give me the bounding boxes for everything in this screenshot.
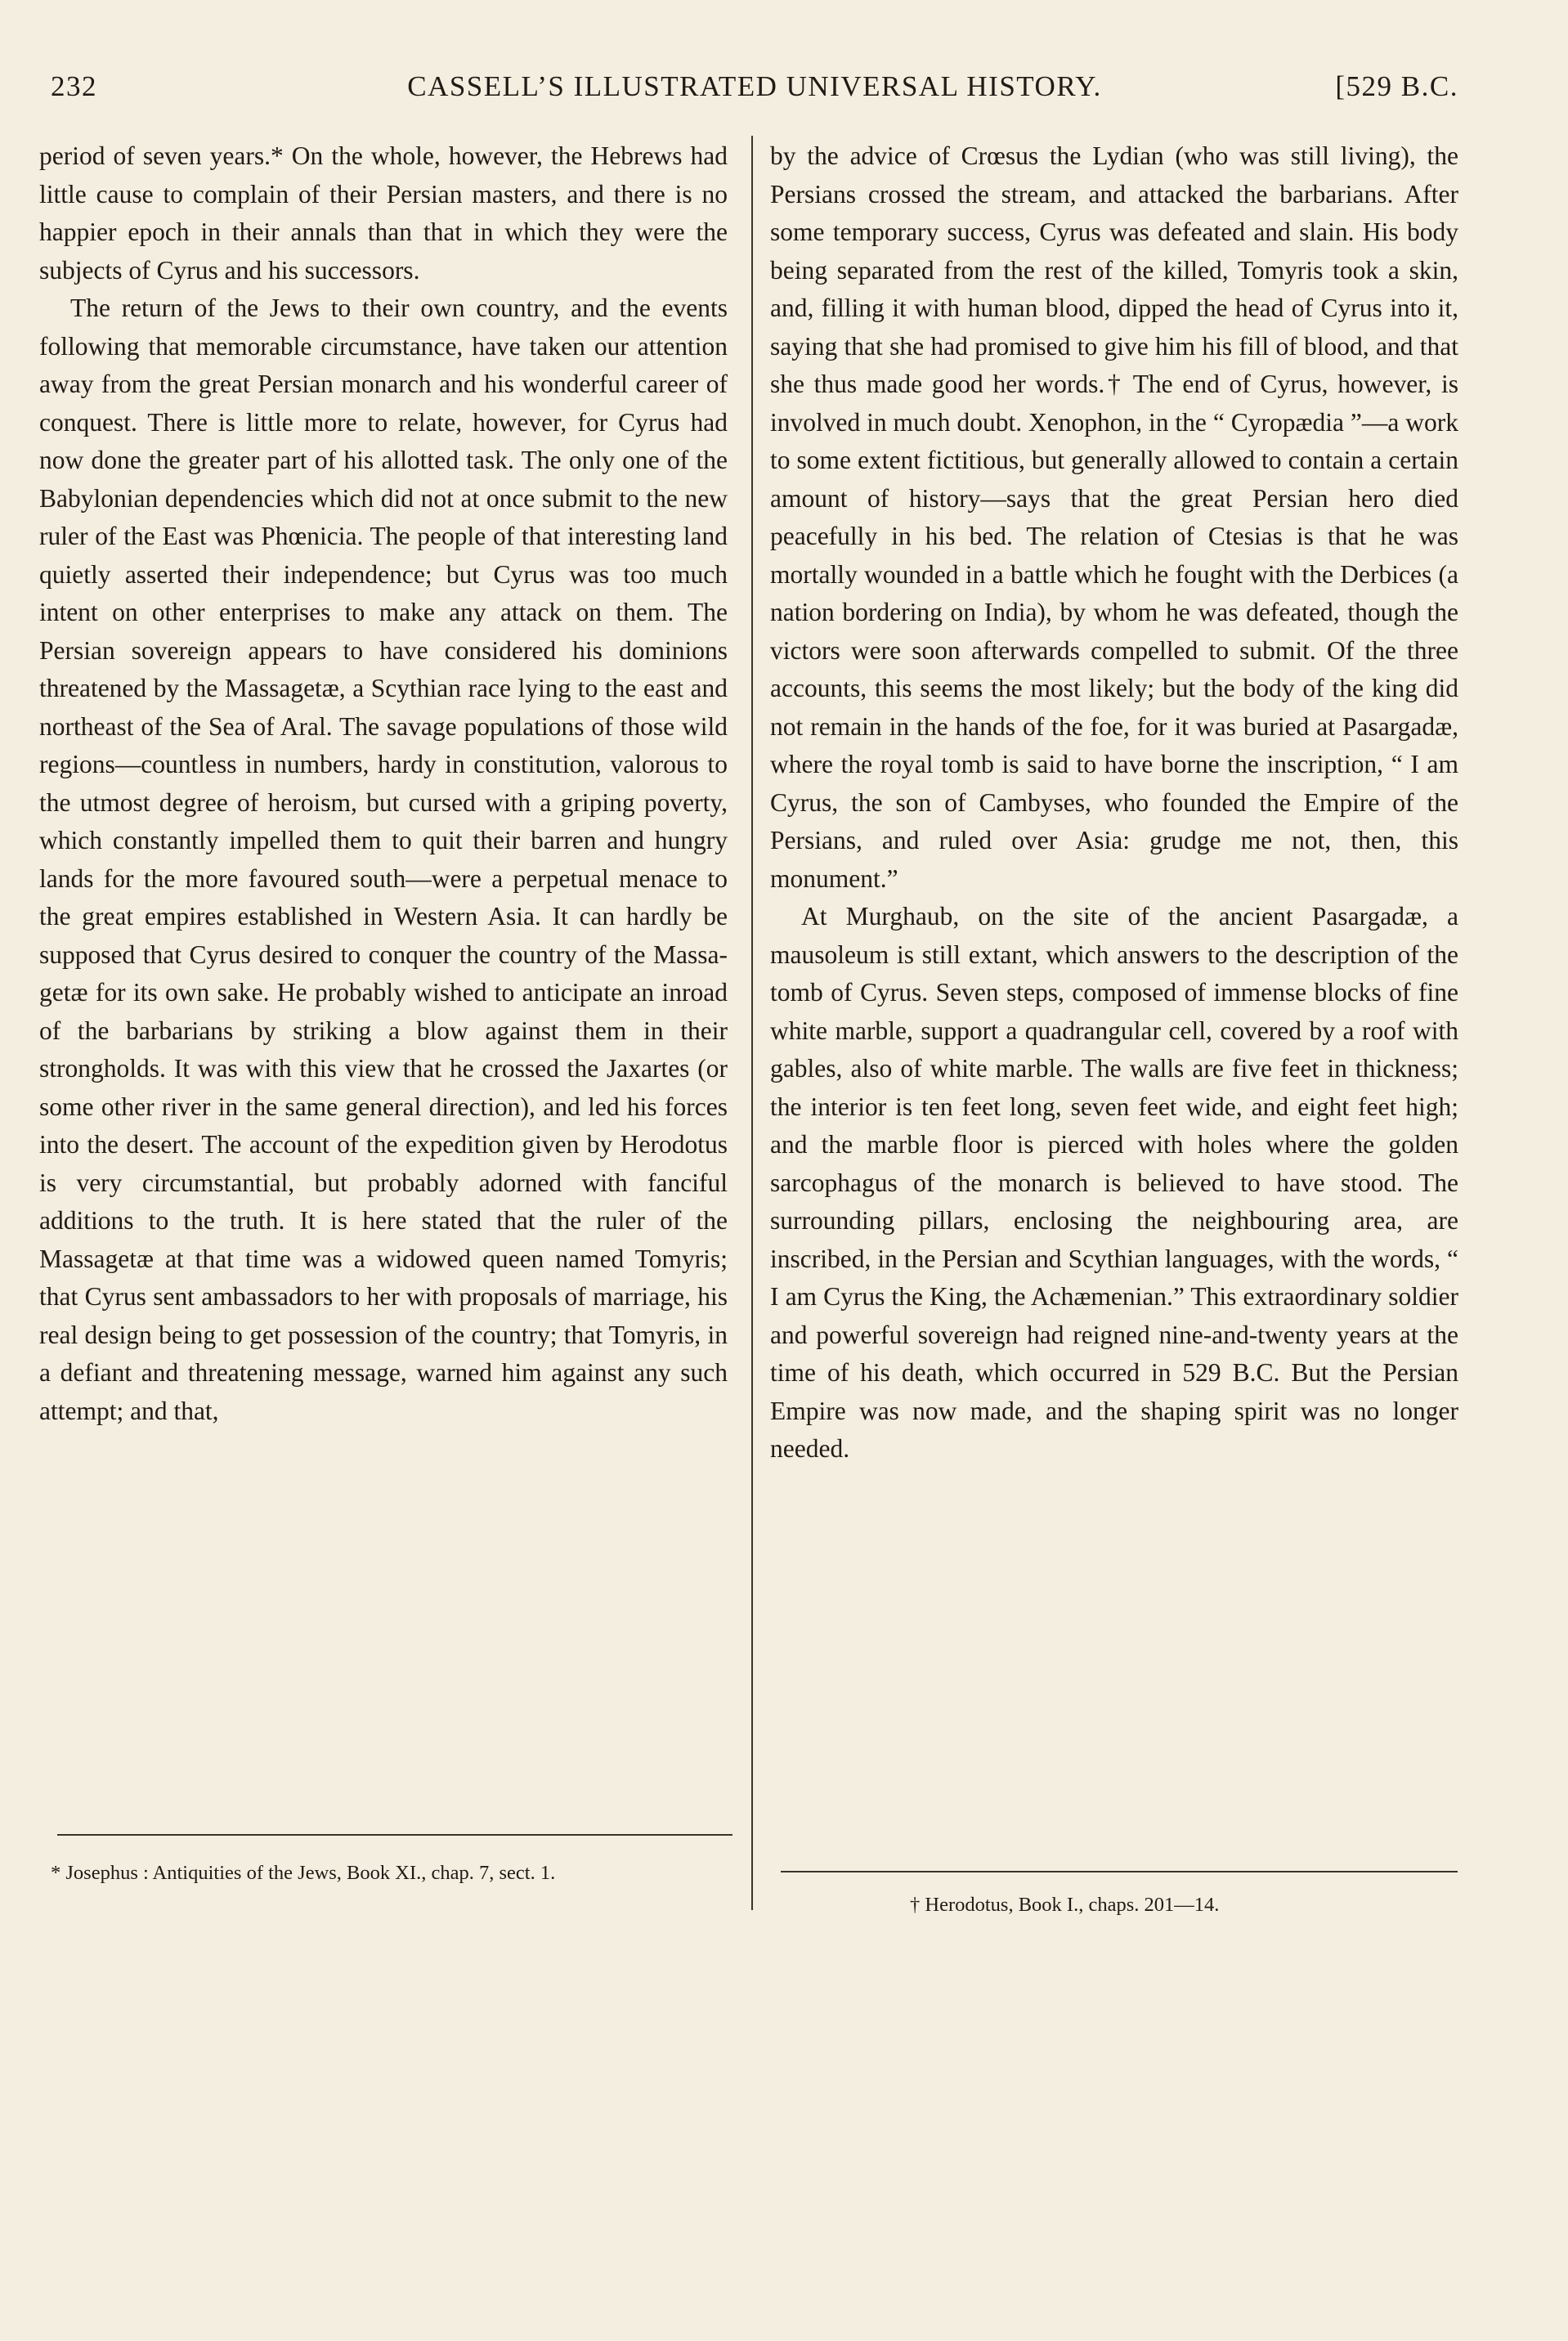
right-column: [770, 137, 1458, 1469]
page-number: 232: [51, 70, 97, 102]
right-paragraph-1: by the advice of Crœsus the Lydian (who was still living), the Persians crossed the stream, and attacked the barbarians. After some temporary success, Cyrus was defeated and slain. His body being separated from the rest of the killed, Tomyris took a skin, and, filling it with human blood, dipped the head of Cyrus into it, saying that she had promised to give him his fill of blood, and that she thus made good her words.† The end of Cyrus, however, is involved in much doubt. Xenophon, in the “ Cyropædia ”—a work to some extent fictitious, but generally allowed to contain a certain amount of history—says that the great Persian hero died peacefully in his bed. The relation of Ctesias is that he was mortally wounded in a battle which he fought with the Derbices (a nation bordering on India), by whom he was defeated, though the victors were soon afterwards compelled to submit. Of the three accounts, this seems the most likely; but the body of the king did not remain in the hands of the foe, for it was buried at Pasargadæ, where the royal tomb is said to have borne the inscription, “ I am Cyrus, the son of Cambyses, who founded the Empire of the Persians, and ruled over Asia: grudge me not, then, this monument.”: [770, 141, 1458, 893]
column-divider: [751, 136, 753, 1910]
running-title: CASSELL’S ILLUSTRATED UNIVERSAL HISTORY.: [407, 70, 1102, 102]
left-paragraph-2: The return of the Jews to their own country, and the events following that memorable circumstance, have taken our attention away from the great Persian monarch and his wonderful career of conquest. There is little more to relate, however, for Cyrus had now done the greater part of his allotted task. The only one of the Babylonian dependencies which did not at once submit to the new ruler of the East was Phœnicia. The people of that interesting land quietly asserted their independence; but Cyrus was too much intent on other enterprises to make any attack on them. The Persian sovereign appears to have considered his dominions threatened by the Massagetæ, a Scythian race lying to the east and northeast of the Sea of Aral. The savage populations of those wild regions—countless in numbers, hardy in constitution, valorous to the utmost degree of heroism, but cursed with a griping poverty, which constantly impelled them to quit their barren and hungry lands for the more favoured south—were a perpetual menace to the great empires established in Western Asia. It can hardly be supposed that Cyrus desired to conquer the country of the Massagetæ for its own sake. He probably wished to anticipate an inroad of the barbarians by striking a blow against them in their strongholds. It was with this view that he crossed the Jaxartes (or some other river in the same general direction), and led his forces into the desert. The account of the expedition given by Herodotus is very circumstantial, but probably adorned with fanciful additions to the truth. It is here stated that the ruler of the Massagetæ at that time was a widowed queen named Tomyris; that Cyrus sent ambassadors to her with proposals of marriage, his real design being to get possession of the country; that Tomyris, in a defiant and threatening message, warned him against any such attempt; and that,: [39, 294, 728, 1425]
date-marker: [529 B.C.: [1335, 70, 1458, 102]
left-footnote-rule: [57, 1834, 732, 1836]
left-footnote: * Josephus : Antiquities of the Jews, Book XI., chap. 7, sect. 1.: [51, 1862, 556, 1884]
right-footnote: † Herodotus, Book I., chaps. 201—14.: [910, 1894, 1220, 1916]
page-header: [51, 64, 1458, 113]
right-footnote-rule: [781, 1871, 1458, 1872]
left-paragraph-1: period of seven years.* On the whole, however, the Hebrews had little cause to complain of their Persian masters, and there is no happier epoch in their annals than that in which they were the subjects of Cyrus and his successors.: [39, 141, 728, 285]
right-paragraph-2: At Murghaub, on the site of the ancient Pasargadæ, a mausoleum is still extant, which answers to the description of the tomb of Cyrus. Seven steps, composed of immense blocks of fine white marble, support a quadrangular cell, covered by a roof with gables, also of white marble. The walls are five feet in thickness; the interior is ten feet long, seven feet wide, and eight feet high; and the marble floor is pierced with holes where the golden sarcophagus of the monarch is believed to have stood. The surrounding pillars, enclosing the neighbouring area, are inscribed, in the Persian and Scythian languages, with the words, “ I am Cyrus the King, the Achæmenian.” This extraordinary soldier and powerful sovereign had reigned nine-and-twenty years at the time of his death, which occurred in 529 B.C. But the Persian Empire was now made, and the shaping spirit was no longer needed.: [770, 902, 1458, 1463]
left-column: [39, 137, 728, 1430]
